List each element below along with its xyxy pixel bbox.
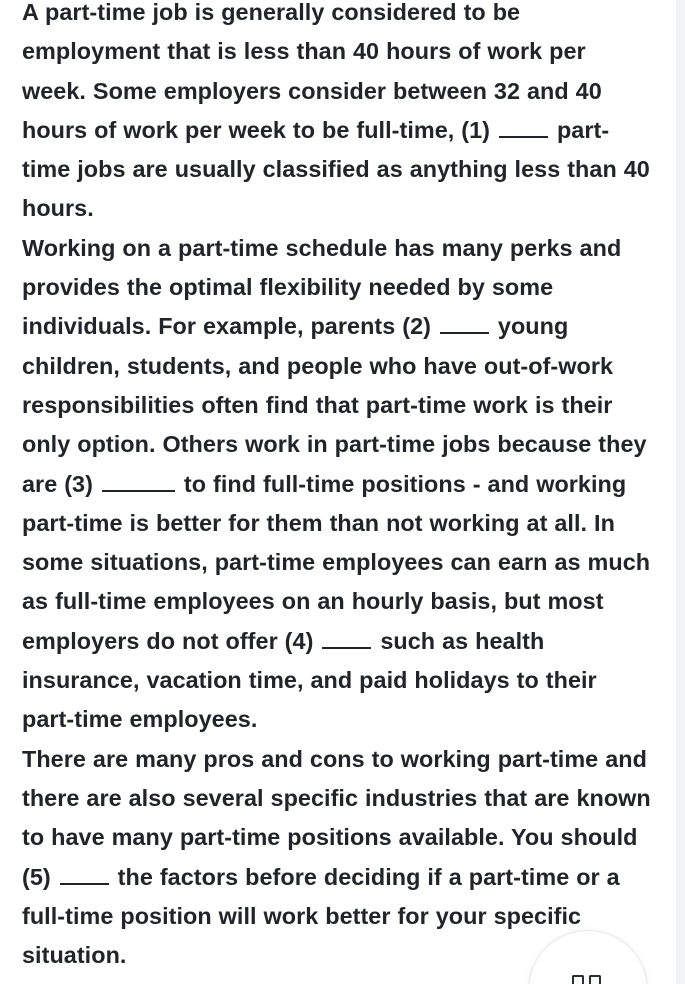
paragraph-1-text-a: A part-time job is generally considered to be employment that is less than 40 hours of work per week. Some employers consider between 32 and 40 hours of work per week to be full-time, (1) (22, 0, 602, 143)
scrollbar[interactable] (676, 0, 685, 984)
blank-3[interactable] (102, 471, 175, 492)
blank-4[interactable] (322, 628, 371, 649)
paragraph-2-text-c: to find full-time positions - and working part-time is better for them than not working at all. In some situations, part-time employees can earn as much as full-time employees on an hourly basis, but most employers do not offer (4) (22, 470, 651, 654)
blank-5[interactable] (60, 864, 109, 885)
paragraph-1-text-b: part-time jobs are usually classified as anything less than 40 hours. (22, 116, 650, 222)
paragraph-3-text-b: the factors before deciding if a part-time or a full-time position will work better for your specific situation. (22, 863, 620, 969)
paragraph-2-text-a: Working on a part-time schedule has many perks and provides the optimal flexibility needed by some individuals. For example, parents (2) (22, 234, 622, 340)
paragraph-2 (22, 229, 654, 740)
paragraph-2-text-b: young children, students, and people who have out-of-work responsibilities often find that part-time work is their only option. Others work in part-time jobs because they are (3) (22, 313, 647, 497)
tabs-icon (572, 975, 606, 984)
paragraph-1 (22, 0, 654, 229)
blank-2[interactable] (440, 313, 489, 334)
passage (22, 0, 654, 975)
paragraph-3-text-a: There are many pros and cons to working part-time and there are also several specific industries that are known to have many part-time positions available. You should (5) (22, 745, 651, 890)
paragraph-2-text-d: such as health insurance, vacation time, and paid holidays to their part-time employees. (22, 627, 597, 733)
blank-1[interactable] (499, 117, 548, 138)
